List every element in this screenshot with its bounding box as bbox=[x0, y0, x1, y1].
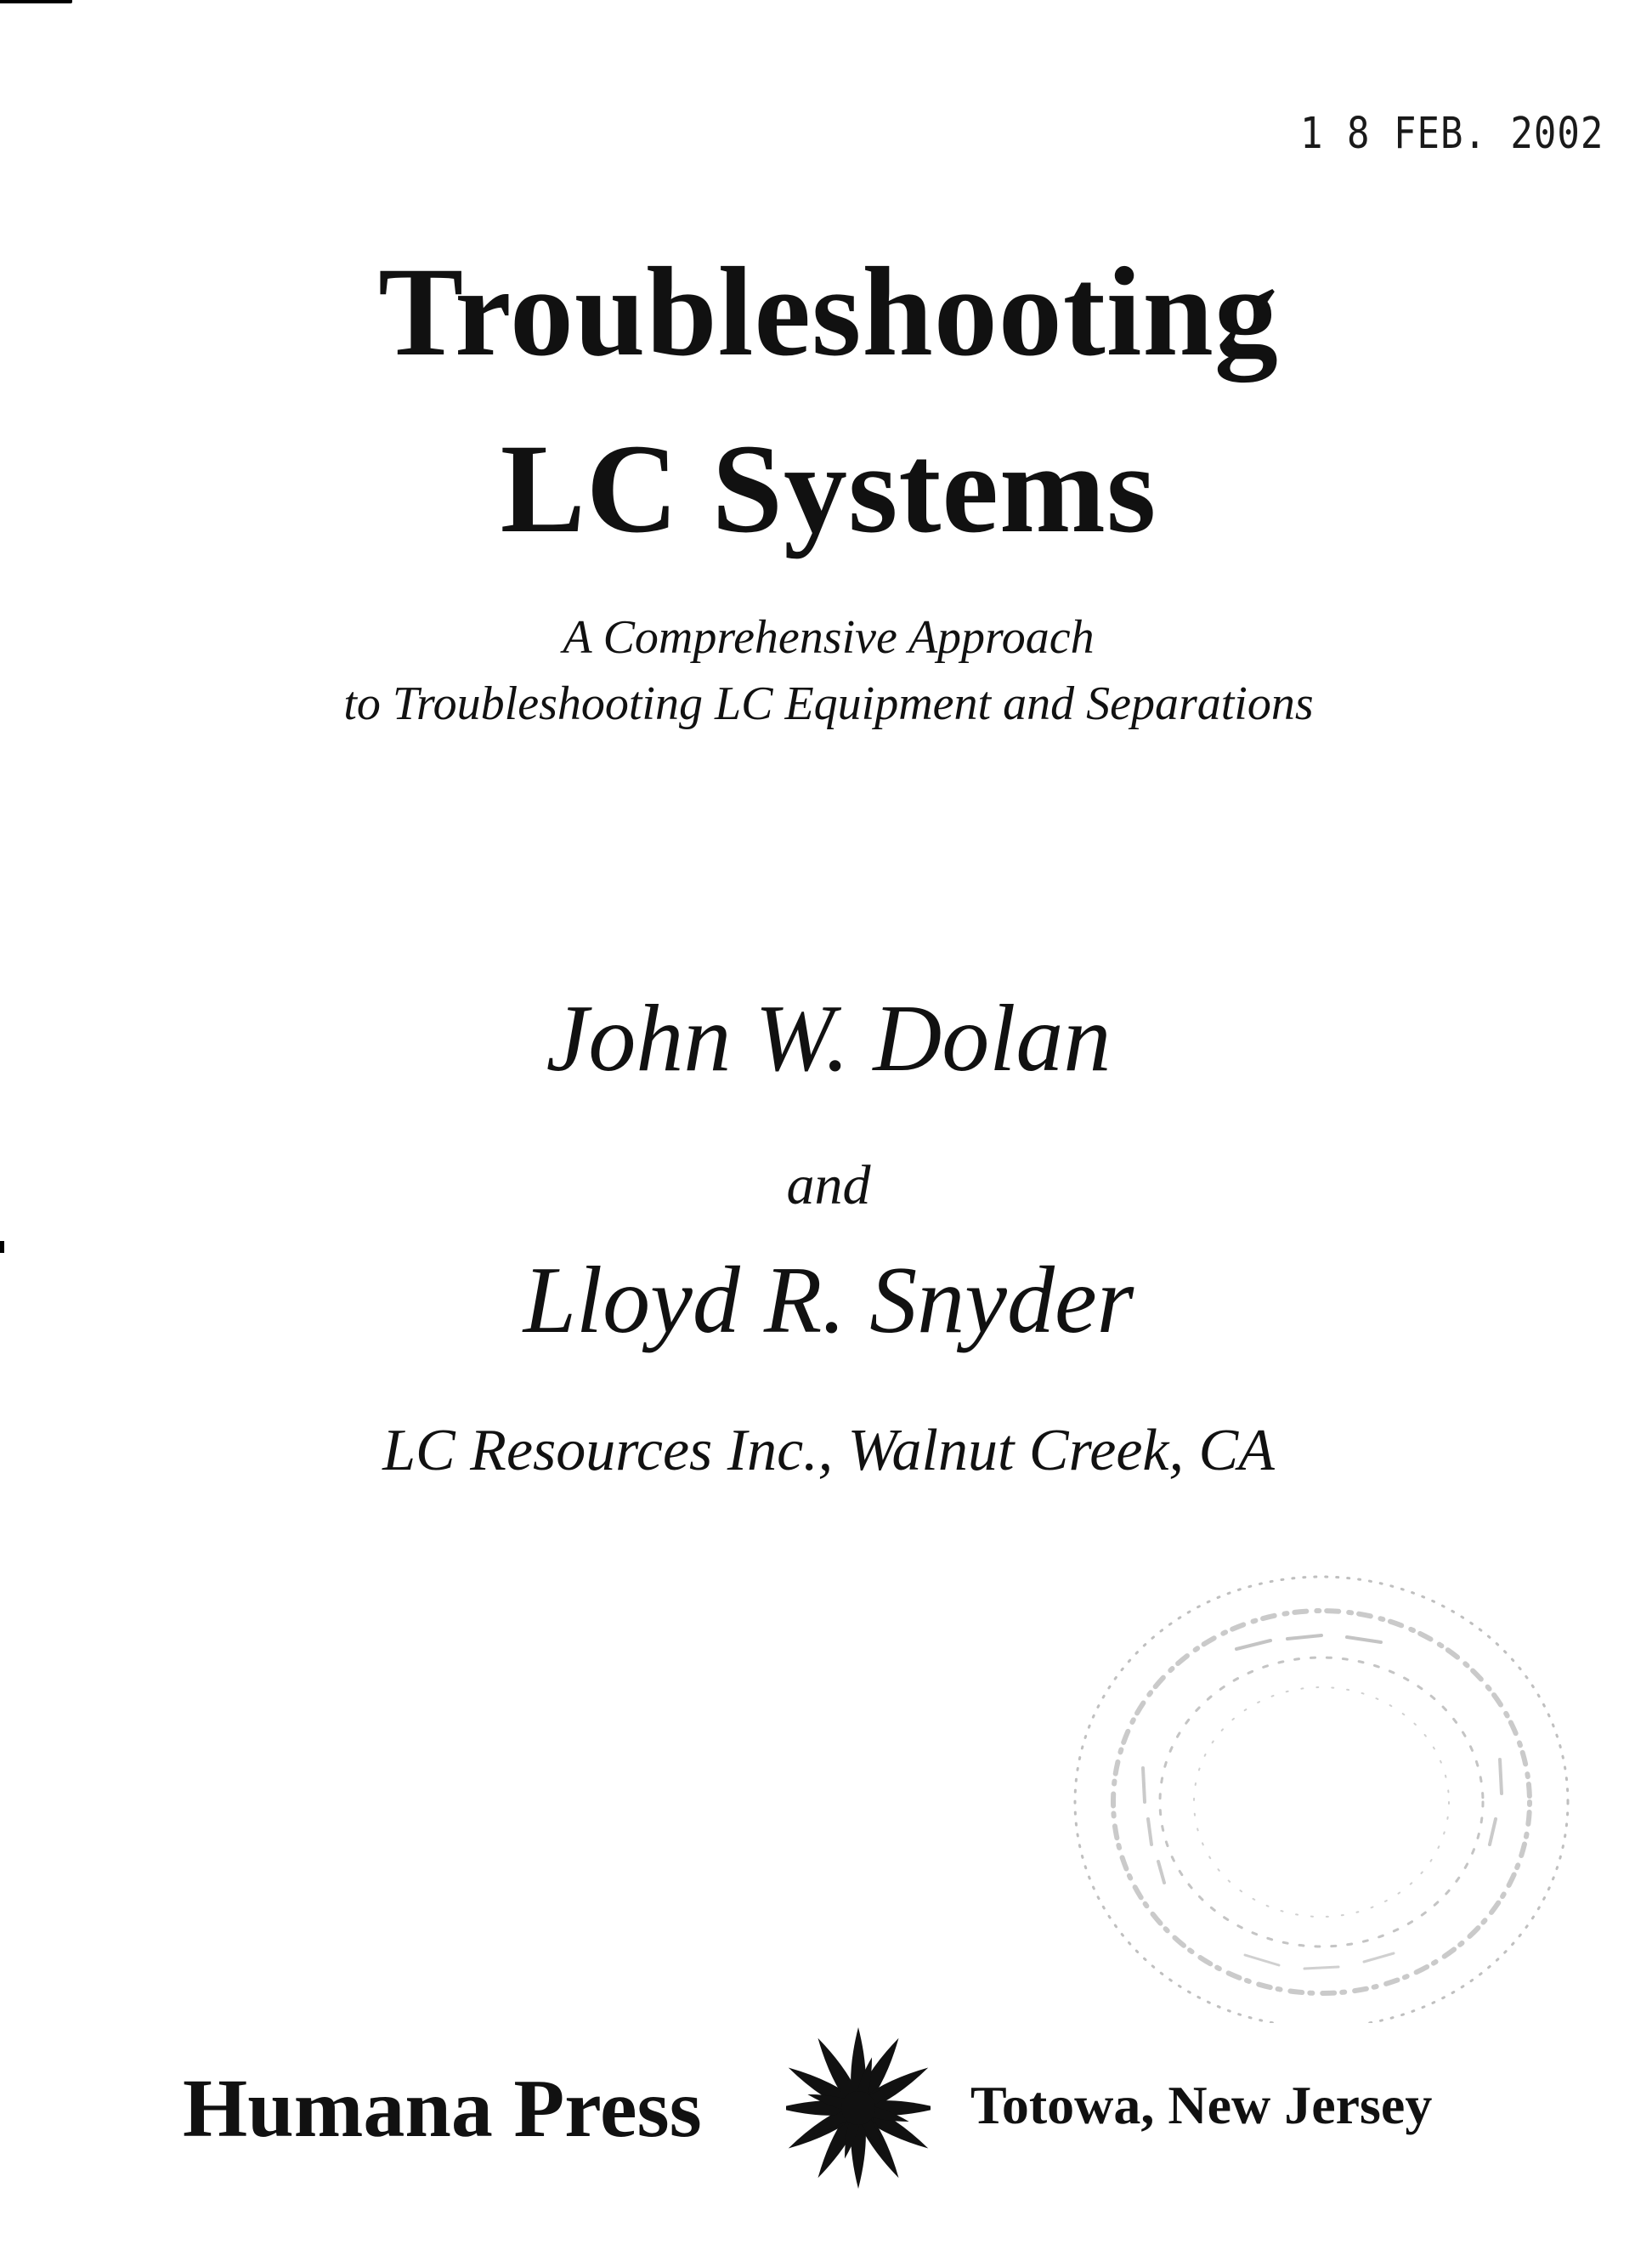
received-date-stamp: 1 8 FEB. 2002 bbox=[1300, 109, 1604, 159]
scan-edge-mark-left bbox=[0, 1241, 4, 1253]
book-title-line-1: Troubleshooting bbox=[378, 241, 1279, 382]
author-connector: and bbox=[786, 1154, 871, 1216]
subtitle-line-1: A Comprehensive Approach bbox=[563, 611, 1095, 664]
sun-starburst-icon bbox=[786, 2023, 931, 2193]
scan-edge-mark bbox=[0, 0, 72, 3]
library-stamp-faded bbox=[1066, 1547, 1593, 2023]
publisher-location: Totowa, New Jersey bbox=[970, 2075, 1433, 2135]
book-title-line-2: LC Systems bbox=[500, 418, 1157, 559]
author-2: Lloyd R. Snyder bbox=[523, 1248, 1134, 1353]
subtitle-line-2: to Troubleshooting LC Equipment and Separations bbox=[343, 677, 1314, 730]
publisher-name: Humana Press bbox=[183, 2063, 702, 2155]
author-affiliation: LC Resources Inc., Walnut Creek, CA bbox=[382, 1418, 1275, 1483]
author-1: John W. Dolan bbox=[546, 986, 1112, 1091]
